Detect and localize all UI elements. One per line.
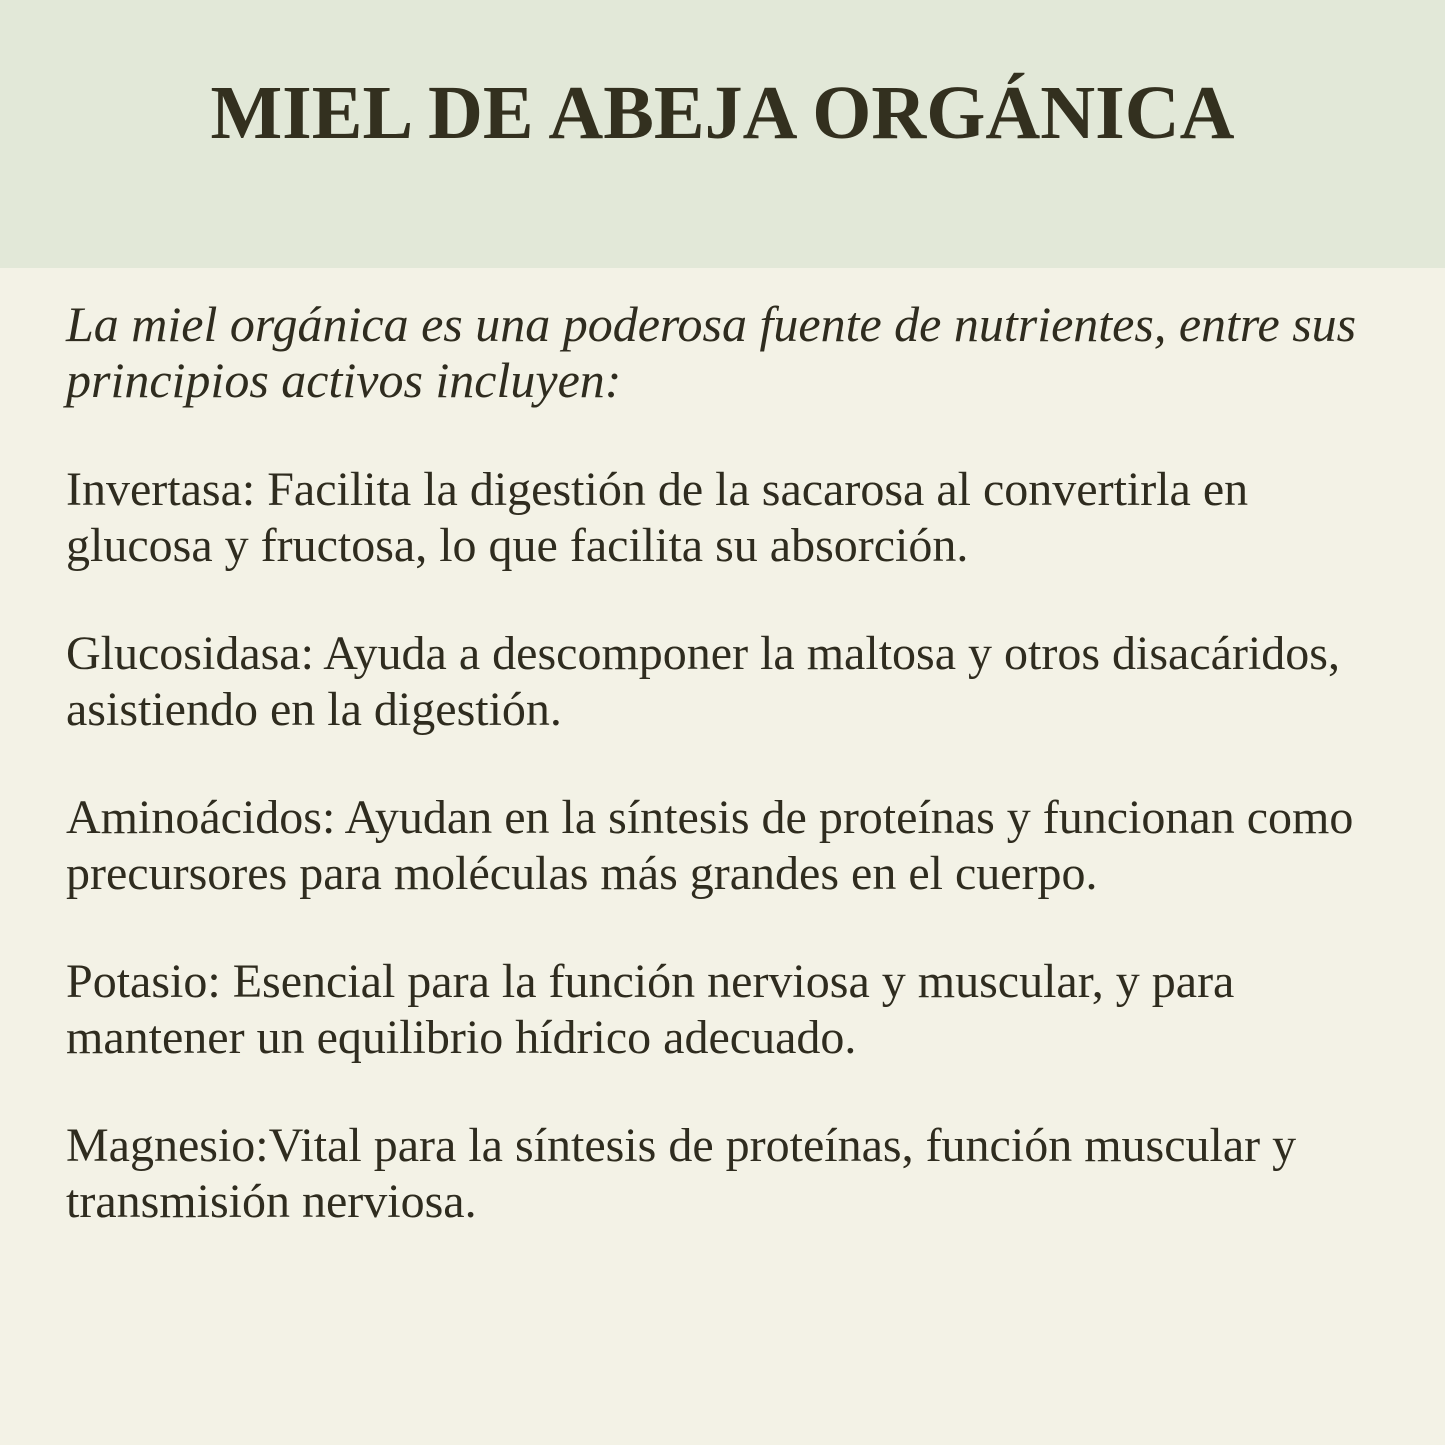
- page-title: MIEL DE ABEJA ORGÁNICA: [210, 71, 1235, 155]
- nutrient-item-glucosidasa: Glucosidasa: Ayuda a descomponer la maltosa y otros disacáridos, asistiendo en la digestión.: [66, 627, 1340, 736]
- intro-text: La miel orgánica es una poderosa fuente de nutrientes, entre sus principios activos incluyen:: [66, 296, 1357, 408]
- nutrient-item-invertasa: Invertasa: Facilita la digestión de la sacarosa al convertirla en glucosa y fructosa, lo que facilita su absorción.: [66, 463, 1249, 572]
- content-body: [66, 296, 1396, 1282]
- header-banner: [0, 0, 1445, 268]
- nutrient-item-aminoacidos: Aminoácidos: Ayudan en la síntesis de proteínas y funcionan como precursores para moléculas más grandes en el cuerpo.: [66, 791, 1354, 900]
- nutrient-item-potasio: Potasio: Esencial para la función nerviosa y muscular, y para mantener un equilibrio hídrico adecuado.: [66, 955, 1235, 1064]
- nutrient-item-magnesio: Magnesio:Vital para la síntesis de proteínas, función muscular y transmisión nerviosa.: [66, 1119, 1297, 1228]
